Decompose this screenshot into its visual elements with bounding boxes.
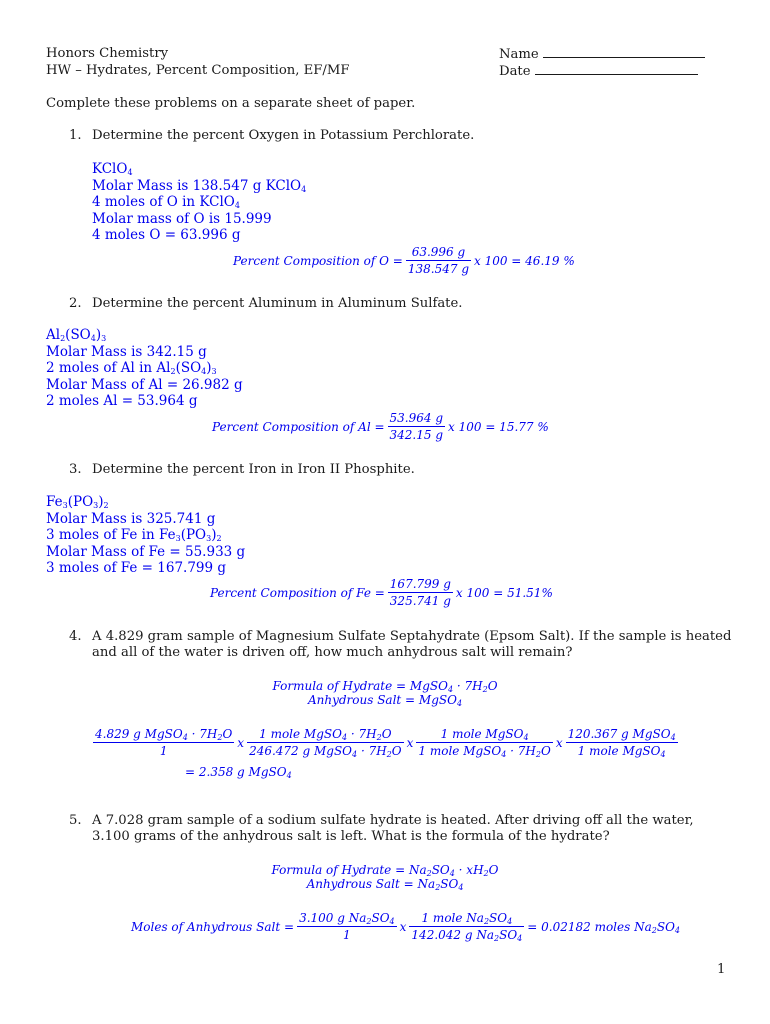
- date-field[interactable]: [499, 63, 698, 80]
- problem-2-question: Determine the percent Aluminum in Aluminum Sulfate.: [92, 296, 463, 311]
- problem-5-question: [92, 813, 694, 845]
- date-blank[interactable]: [535, 63, 698, 75]
- problem-5-formulas: [220, 863, 550, 891]
- name-field[interactable]: [499, 46, 705, 63]
- chain-numerator: 1 mole MgSO$_4$: [416, 727, 552, 743]
- eq-lhs: Percent Composition of Al =: [212, 419, 385, 434]
- problem-3-work: [46, 494, 245, 577]
- eq-fraction: [409, 911, 524, 942]
- eq-numerator: 3.100 g $Na_2SO_4$: [299, 911, 395, 926]
- eq-numerator: 53.964 g: [389, 411, 444, 425]
- chain-numerator: 4.829 g MgSO$_4$ · $7H_2O$: [95, 727, 233, 742]
- problem-2-equation: [212, 411, 549, 442]
- problem-2-work: [46, 327, 243, 410]
- problem-5-number: 5.: [69, 813, 82, 828]
- work-line: Molar Mass is 138.547 g KClO$_4$: [92, 177, 307, 194]
- chain-denominator: 1 mole MgSO$_4$ · $7H_2O$: [418, 744, 551, 759]
- times-sign: x: [399, 919, 407, 934]
- eq-fraction: [297, 911, 397, 942]
- formula-anhydrous: Anhydrous Salt = $Na_2SO_4$: [306, 877, 464, 892]
- eq-numerator: 167.799 g: [389, 577, 451, 591]
- problem-4-conversion-chain: [90, 727, 681, 758]
- chain-fraction: [416, 727, 552, 758]
- problem-5-equation: [131, 911, 680, 942]
- times-sign: x: [237, 735, 245, 750]
- eq-numerator: 63.996 g: [406, 245, 471, 261]
- chain-denominator: 1 mole MgSO$_4$: [577, 744, 666, 759]
- times-sign: x: [406, 735, 414, 750]
- eq-lhs: Percent Composition of Fe =: [210, 585, 385, 600]
- assignment-title: HW – Hydrates, Percent Composition, EF/MF: [46, 63, 350, 78]
- work-line: 2 moles of Al in $Al_2(SO_4)_3$: [46, 360, 217, 377]
- date-label: Date: [499, 64, 531, 79]
- problem-4-result: = 2.358 g MgSO$_4$: [185, 765, 292, 780]
- work-line: 3 moles of Fe = 167.799 g: [46, 560, 227, 577]
- problem-1-question: Determine the percent Oxygen in Potassium Perchlorate.: [92, 128, 475, 143]
- problem-3-equation: [210, 577, 553, 608]
- eq-denominator: 342.15 g: [389, 428, 444, 442]
- chain-fraction: [93, 727, 234, 758]
- eq-lhs: Percent Composition of O =: [233, 253, 403, 268]
- eq-denominator: 325.741 g: [389, 594, 451, 608]
- name-label: Name: [499, 47, 539, 62]
- eq-denominator: 1: [343, 928, 351, 942]
- formula-anhydrous: Anhydrous Salt = MgSO$_4$: [307, 693, 463, 708]
- chain-numerator: 120.367 g MgSO$_4$: [567, 727, 676, 742]
- eq-numerator: 1 mole $Na_2SO_4$: [409, 911, 524, 927]
- work-line: 3 moles of Fe in $Fe_3(PO_3)_2$: [46, 527, 222, 544]
- question-line: 3.100 grams of the anhydrous salt is left. What is the formula of the hydrate?: [92, 829, 610, 844]
- question-line: A 7.028 gram sample of a sodium sulfate hydrate is heated. After driving off all the water,: [92, 813, 694, 828]
- eq-result: x 100 = 15.77 %: [448, 419, 549, 434]
- formula-hydrate: Formula of Hydrate = $Na_2SO_4 \cdot xH_2O$: [271, 863, 499, 878]
- work-line: Molar Mass is 325.741 g: [46, 510, 216, 527]
- work-line: Molar Mass is 342.15 g: [46, 343, 207, 360]
- name-blank[interactable]: [543, 46, 705, 58]
- formula-hydrate: Formula of Hydrate = MgSO$_4$ · $7H_2O$: [272, 679, 498, 694]
- eq-result: x 100 = 46.19 %: [474, 253, 575, 268]
- chain-denominator: 1: [159, 744, 168, 758]
- eq-result: x 100 = 51.51%: [455, 585, 553, 600]
- work-line: Molar mass of O is 15.999: [92, 210, 272, 227]
- work-line: KClO$_4$: [92, 161, 133, 177]
- eq-fraction: [388, 411, 445, 442]
- chain-denominator: 246.472 g MgSO$_4$ · $7H_2O$: [249, 744, 402, 759]
- eq-result: = 0.02182 moles $Na_2SO_4$: [527, 919, 680, 935]
- eq-fraction: [388, 577, 453, 608]
- course-title: Honors Chemistry: [46, 46, 169, 61]
- instructions: Complete these problems on a separate sheet of paper.: [46, 96, 416, 111]
- question-line: A 4.829 gram sample of Magnesium Sulfate Septahydrate (Epsom Salt). If the sample is heated: [92, 629, 732, 644]
- work-line: $Al_2(SO_4)_3$: [46, 327, 107, 343]
- work-line: Molar Mass of Al = 26.982 g: [46, 376, 243, 393]
- chain-numerator: 1 mole MgSO$_4$ · $7H_2O$: [247, 727, 404, 743]
- work-line: Molar Mass of Fe = 55.933 g: [46, 543, 246, 560]
- problem-4-formulas: [220, 679, 550, 707]
- eq-fraction: [406, 245, 471, 276]
- problem-4-question: [92, 629, 731, 661]
- page-number: 1: [717, 962, 726, 977]
- work-line: 4 moles of O in KClO$_4$: [92, 194, 240, 211]
- problem-3-question: Determine the percent Iron in Iron II Phosphite.: [92, 462, 415, 477]
- chain-fraction: [247, 727, 404, 758]
- work-line: 4 moles O = 63.996 g: [92, 227, 241, 244]
- eq-denominator: 138.547 g: [407, 262, 469, 276]
- eq-lhs: Moles of Anhydrous Salt =: [131, 919, 295, 934]
- chain-fraction: [566, 727, 678, 758]
- question-line: and all of the water is driven off, how much anhydrous salt will remain?: [92, 645, 573, 660]
- work-line: $Fe_3(PO_3)_2$: [46, 494, 109, 510]
- problem-2-number: 2.: [69, 296, 82, 311]
- work-line: 2 moles Al = 53.964 g: [46, 393, 198, 410]
- problem-1-number: 1.: [69, 128, 82, 143]
- problem-3-number: 3.: [69, 462, 82, 477]
- problem-4-number: 4.: [69, 629, 82, 644]
- problem-1-equation: [233, 245, 575, 276]
- times-sign: x: [555, 735, 563, 750]
- eq-denominator: 142.042 g $Na_2SO_4$: [411, 928, 523, 943]
- problem-1-work: [92, 161, 306, 244]
